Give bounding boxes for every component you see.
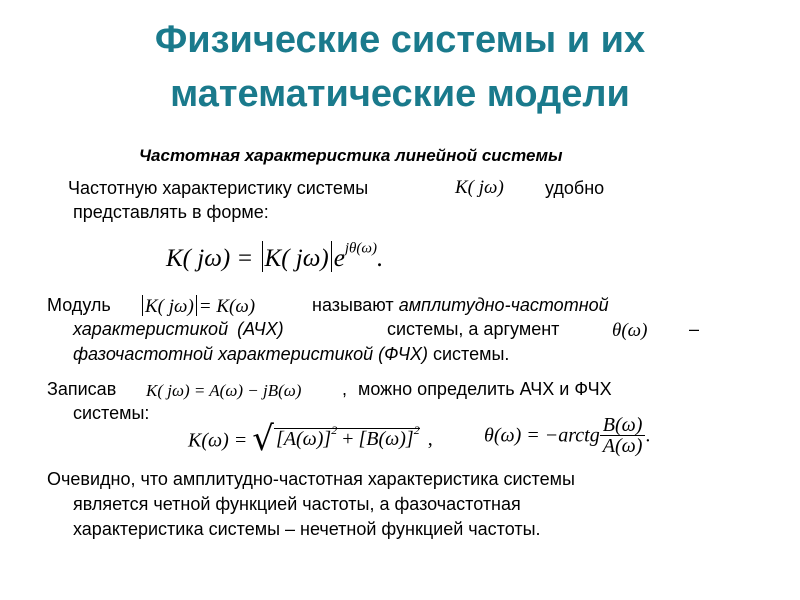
formula-modulus xyxy=(140,295,255,316)
formula-amp-lhs: K(ω) = xyxy=(188,429,253,452)
para1-line2: представлять в форме: xyxy=(73,202,269,222)
para3-word: Записав xyxy=(47,379,117,399)
formula-plus: + xyxy=(337,427,359,450)
para2-line3 xyxy=(73,343,509,365)
formula-main-e: e xyxy=(333,245,345,272)
formula-amplitude xyxy=(188,419,433,459)
formula-b-sq: 2 xyxy=(413,423,420,438)
formula-comma: , xyxy=(427,427,433,450)
sqrt-icon: √ xyxy=(252,419,274,459)
formula-k-jw: K( jω) xyxy=(455,177,504,198)
para2-line2-rest: системы, а аргумент xyxy=(387,319,560,339)
formula-a-sq: 2 xyxy=(331,423,338,438)
para2-line3-rest: системы. xyxy=(432,344,510,364)
abs-bar-right-small xyxy=(196,295,197,316)
formula-modulus-right: = K(ω) xyxy=(198,296,256,318)
para2-line2-italic: характеристикой (АЧХ) xyxy=(73,319,284,339)
formula-main-lhs: K( jω) = xyxy=(166,245,260,272)
para2-text1: называют xyxy=(312,295,394,315)
sqrt-body xyxy=(274,423,420,450)
formula-main-mid: K( jω) xyxy=(264,245,329,272)
formula-main-exp: jθ(ω) xyxy=(344,240,377,257)
formula-main xyxy=(166,241,383,272)
para3-comma: , xyxy=(342,379,348,399)
para3-line2: системы: xyxy=(73,403,150,423)
abs-bar-left-small xyxy=(142,295,143,316)
para4-line1: Очевидно, что амплитудно-частотная характеристика системы xyxy=(47,469,575,489)
formula-phase-end: . xyxy=(645,424,651,447)
fraction-denominator: A(ω) xyxy=(602,435,643,457)
para4-line2: является четной функцией частоты, а фазочастотная xyxy=(73,494,521,514)
para2-line1 xyxy=(312,294,609,316)
para1-text: Частотную характеристику системы xyxy=(68,178,369,198)
page-title-line1: Физические системы и их xyxy=(154,19,646,61)
formula-fraction xyxy=(600,415,646,456)
section-subtitle: Частотная характеристика линейной системы xyxy=(139,146,563,165)
abs-bar-left xyxy=(262,241,263,272)
fraction-numerator: B(ω) xyxy=(600,415,646,436)
formula-theta: θ(ω) xyxy=(612,320,648,341)
formula-phase xyxy=(484,415,650,456)
para3-rest: можно определить АЧХ и ФЧХ xyxy=(358,379,612,399)
para4-line3: характеристика системы – нечетной функцией частоты. xyxy=(73,519,541,539)
para1-text-end: удобно xyxy=(545,178,605,198)
page-title-line2: математические модели xyxy=(170,73,630,115)
para2-word: Модуль xyxy=(47,295,111,315)
formula-modulus-left: K( jω) xyxy=(145,296,194,318)
para2-line3-italic: фазочастотной характеристикой (ФЧХ) xyxy=(73,344,428,364)
formula-main-end: . xyxy=(376,245,384,272)
formula-phase-lhs: θ(ω) = −arctg xyxy=(484,424,600,447)
formula-k-decomp: K( jω) = A(ω) − jB(ω) xyxy=(146,381,302,400)
para2-text1-italic: амплитудно-частотной xyxy=(398,295,609,315)
abs-bar-right xyxy=(331,241,332,272)
para2-dash: – xyxy=(689,319,700,339)
formula-a-term: [A(ω)] xyxy=(275,427,332,450)
formula-b-term: [B(ω)] xyxy=(358,427,414,450)
